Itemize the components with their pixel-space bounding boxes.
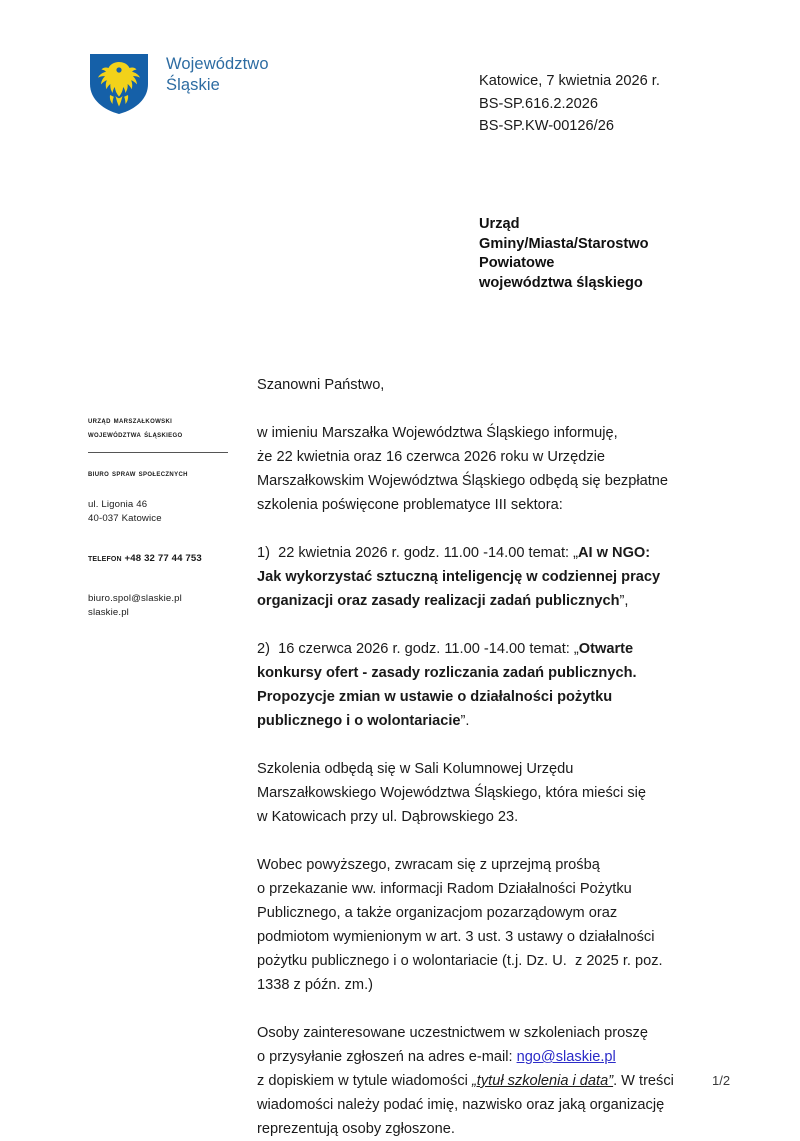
request-line-4: podmiotom wymienionym w art. 3 ust. 3 ustawy o działalności <box>257 929 655 945</box>
training-item-1-line-1 <box>257 541 747 565</box>
request-line-6: 1338 z późn. zm.) <box>257 977 373 993</box>
intro-line-1: w imieniu Marszałka Województwa Śląskiego informuję, <box>257 425 618 441</box>
registration-line-3 <box>257 1069 747 1093</box>
training-item-1-title-part-1: AI w NGO: <box>577 545 651 561</box>
sidebar-divider <box>88 452 228 453</box>
registration-line-4: wiadomości należy podać imię, nazwisko oraz jaką organizację <box>257 1097 665 1113</box>
paragraph-spacer <box>257 397 747 421</box>
training-item-1-tail: ”, <box>619 593 629 609</box>
paragraph-spacer <box>257 517 747 541</box>
paragraph-spacer <box>257 733 747 757</box>
subject-line-hint: „tytuł szkolenia i data” <box>471 1073 614 1089</box>
training-item-2-lead: 2) 16 czerwca 2026 r. godz. 11.00 -14.00 temat: „ <box>257 641 579 657</box>
sidebar-department-label: biuro spraw społecznych <box>88 468 188 478</box>
sidebar-office-name-line-1: urząd marszałkowski <box>88 415 173 425</box>
paragraph-spacer <box>257 829 747 853</box>
training-item-2-tail: ”. <box>460 713 470 729</box>
venue-line-2: Marszałkowskiego Województwa Śląskiego, która mieści się <box>257 785 647 801</box>
intro-line-4: szkolenia poświęcone problematyce III sektora: <box>257 497 563 513</box>
venue-line-1: Szkolenia odbędą się w Sali Kolumnowej Urzędu <box>257 761 574 777</box>
request-line-3: Publicznego, a także organizacjom pozarządowym oraz <box>257 905 618 921</box>
training-item-2-title-part-3: Propozycje zmian w ustawie o działalności pożytku <box>257 689 613 705</box>
letterhead <box>88 52 269 116</box>
training-item-1-lead: 1) 22 kwietnia 2026 r. godz. 11.00 -14.00 temat: „ <box>257 545 578 561</box>
training-item-2-title-part-1: Otwarte <box>578 641 634 657</box>
training-item-2 <box>257 637 747 733</box>
sidebar-city: 40-037 Katowice <box>88 512 162 524</box>
training-item-2-line-4 <box>257 709 747 733</box>
training-item-2-title-part-2: konkursy ofert - zasady rozliczania zadań publicznych. <box>257 665 637 681</box>
training-item-1-line-2 <box>257 565 747 589</box>
date-and-reference-block <box>479 70 660 138</box>
addressee-line-3: Powiatowe <box>479 255 555 271</box>
reference-number-primary: BS-SP.616.2.2026 <box>479 95 599 112</box>
training-item-2-line-2 <box>257 661 747 685</box>
request-line-2: o przekazanie ww. informacji Radom Działalności Pożytku <box>257 881 632 897</box>
paragraph-spacer <box>257 997 747 1021</box>
training-item-2-line-3 <box>257 685 747 709</box>
training-item-1-title-part-2: Jak wykorzystać sztuczną inteligencję w codziennej pracy <box>257 569 661 585</box>
intro-line-2: że 22 kwietnia oraz 16 czerwca 2026 roku w Urzędzie <box>257 449 605 465</box>
sidebar-website: slaskie.pl <box>88 606 129 618</box>
place-and-date: Katowice, 7 kwietnia 2026 r. <box>479 73 660 89</box>
sidebar-contact <box>88 592 238 620</box>
training-item-1-title-part-3: organizacji oraz zasady realizacji zadań publicznych <box>257 593 620 609</box>
sidebar-street: ul. Ligonia 46 <box>88 498 148 510</box>
registration-line-3-suffix: . W treści <box>613 1073 674 1089</box>
letter-body <box>257 373 747 1141</box>
training-item-1-line-3 <box>257 589 747 613</box>
venue-paragraph <box>257 757 747 829</box>
sidebar-email: biuro.spol@slaskie.pl <box>88 592 182 604</box>
registration-line-2 <box>257 1045 747 1069</box>
request-line-1: Wobec powyższego, zwracam się z uprzejmą prośbą <box>257 857 600 873</box>
registration-line-5: reprezentują osoby zgłoszone. <box>257 1121 455 1137</box>
contact-email-link[interactable]: ngo@slaskie.pl <box>516 1049 616 1065</box>
intro-paragraph <box>257 421 747 517</box>
registration-line-1: Osoby zainteresowane uczestnictwem w szkoleniach proszę <box>257 1025 648 1041</box>
sidebar-phone <box>88 552 238 566</box>
page-number: 1/2 <box>712 1073 731 1088</box>
paragraph-spacer <box>257 613 747 637</box>
training-item-2-title-part-4: publicznego i o wolontariacie <box>257 713 461 729</box>
request-paragraph <box>257 853 747 997</box>
venue-line-3: w Katowicach przy ul. Dąbrowskiego 23. <box>257 809 519 825</box>
training-item-2-line-1 <box>257 637 747 661</box>
registration-line-3-prefix: z dopiskiem w tytule wiadomości <box>257 1073 472 1089</box>
addressee-block <box>479 215 649 293</box>
logo-line-1: Województwo <box>166 55 269 73</box>
sidebar-phone-value: telefon +48 32 77 44 753 <box>88 552 202 564</box>
addressee-line-4: województwa śląskiego <box>479 274 643 291</box>
sidebar-address <box>88 498 238 526</box>
salutation <box>257 373 747 397</box>
logo-wordmark <box>166 54 269 96</box>
intro-line-3: Marszałkowskim Województwa Śląskiego odbędą się bezpłatne <box>257 473 668 489</box>
request-line-5: pożytku publicznego i o wolontariacie (t.j. Dz. U. z 2025 r. poz. <box>257 953 663 969</box>
sidebar-office-name-line-2: województwa śląskiego <box>88 428 183 439</box>
sender-sidebar <box>88 414 238 620</box>
registration-line-2-prefix: o przysyłanie zgłoszeń na adres e-mail: <box>257 1049 517 1065</box>
registration-paragraph <box>257 1021 747 1141</box>
silesian-eagle-crest-icon <box>88 52 150 116</box>
salutation-text: Szanowni Państwo, <box>257 377 385 393</box>
addressee-line-1: Urząd <box>479 216 520 232</box>
reference-number-secondary: BS-SP.KW-00126/26 <box>479 118 614 134</box>
addressee-line-2: Gminy/Miasta/Starostwo <box>479 235 649 252</box>
sidebar-department <box>88 467 238 481</box>
training-item-1 <box>257 541 747 613</box>
logo-line-2: Śląskie <box>166 76 220 94</box>
sidebar-office-name <box>88 414 238 441</box>
